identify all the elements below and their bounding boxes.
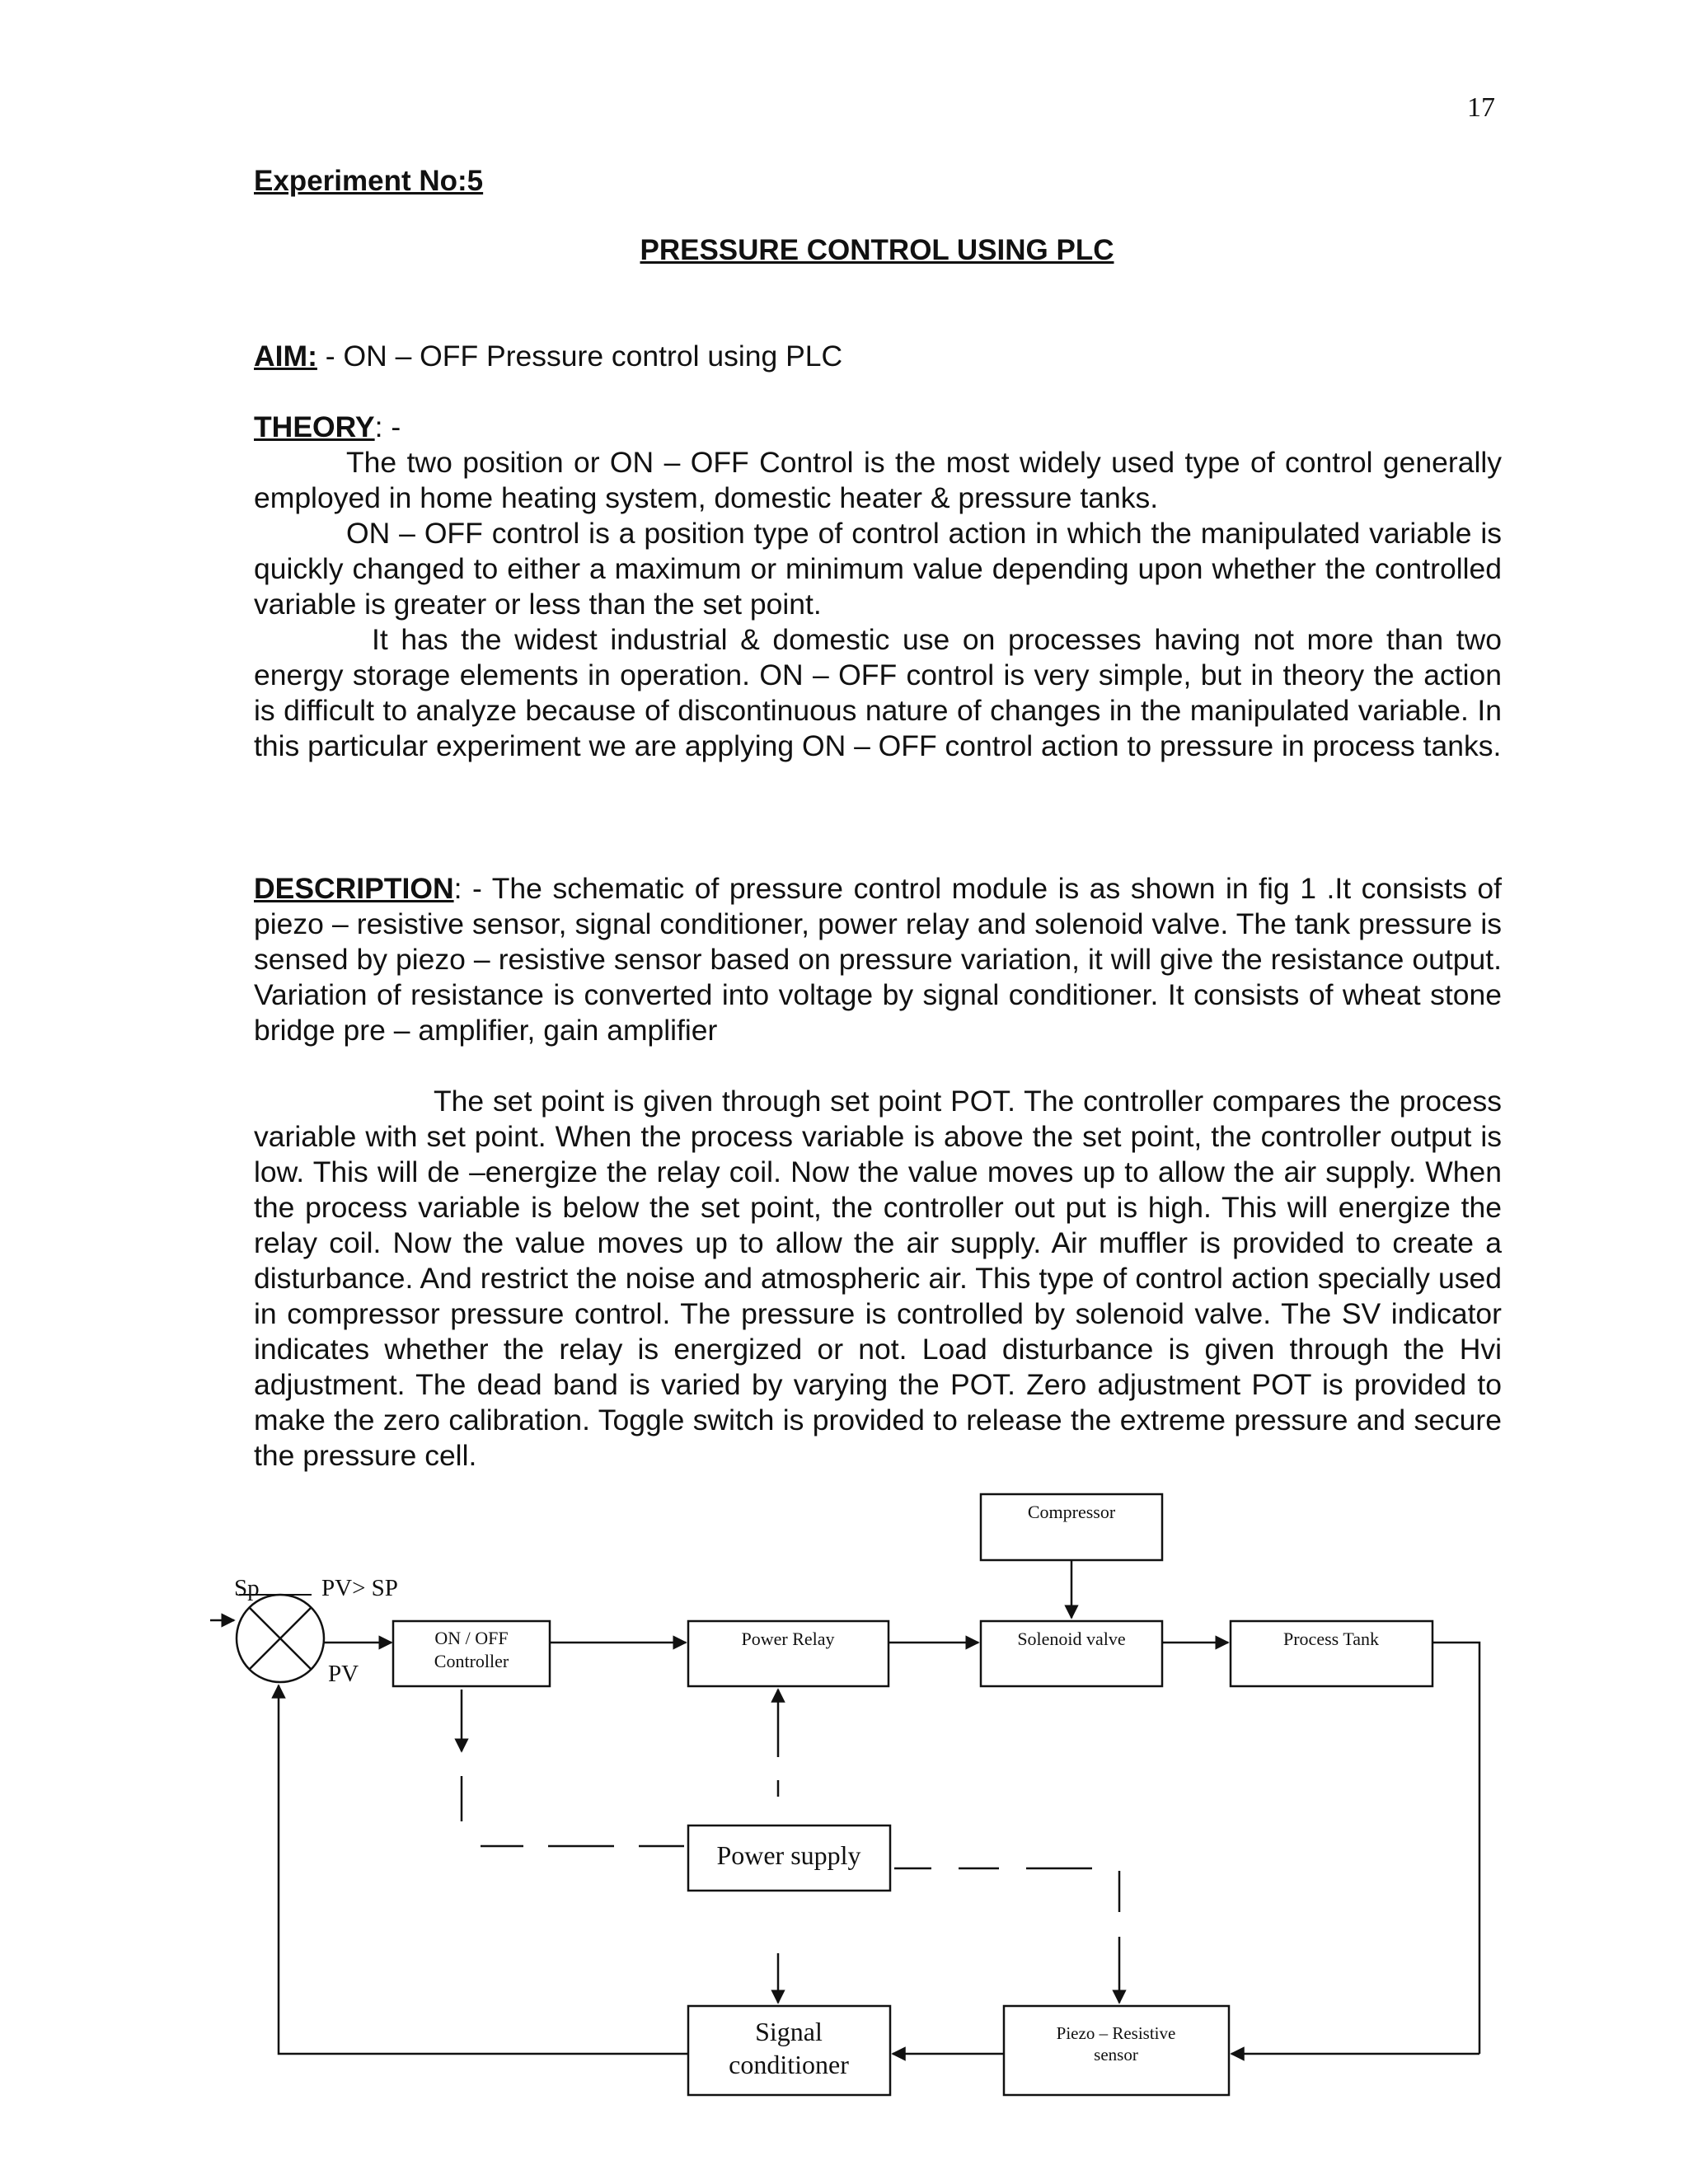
- aim-text: - ON – OFF Pressure control using PLC: [316, 340, 843, 373]
- description-paragraph-2: The set point is given through set point POT. The controller compares the process variable with set point. When the process variable is above the set point, the controller output is low. This will de –energize the relay coil. Now the value moves up to allow the air supply. When the process variable is below the set point, the controller out put is high. This will energize the relay coil. Now the value moves up to allow the air supply. Air muffler is provided to create a disturbance. And restrict the noise and atmospheric air. This type of control action specially used in compressor pressure control. The pressure is controlled by solenoid valve. The SV indicator indicates whether the relay is energized or not. Load disturbance is given through the Hvi adjustment. The dead band is varied by varying the POT. Zero adjustment POT is provided to make the zero calibration. Toggle switch is provided to release the extreme pressure and secure the pressure cell.: [254, 1085, 1502, 1472]
- theory-suffix: : -: [374, 410, 401, 443]
- solenoid-valve-label: Solenoid valve: [1017, 1629, 1126, 1649]
- compressor-label: Compressor: [1027, 1502, 1116, 1522]
- page-number: 17: [1467, 92, 1495, 123]
- power-relay-label: Power Relay: [741, 1629, 835, 1649]
- theory-label: THEORY: [254, 410, 375, 443]
- power-supply-label: Power supply: [716, 1840, 861, 1870]
- theory-paragraph-3: It has the widest industrial & domestic use on processes having not more than two energy storage elements in operation. ON – OFF control is very simple, but in theory the action is difficult to analyze because of discontinuous nature of changes in the manipulated variable. In this particular experiment we are applying ON – OFF control action to pressure in process tanks.: [254, 623, 1502, 762]
- pv-label: PV: [328, 1661, 359, 1687]
- sp-label: Sp: [234, 1575, 260, 1601]
- page-title-text: PRESSURE CONTROL USING PLC: [640, 234, 1114, 266]
- aim-label: AIM:: [254, 340, 317, 373]
- controller-label-1: ON / OFF: [434, 1628, 509, 1648]
- experiment-label: Experiment No:5: [254, 165, 484, 197]
- description-label: DESCRIPTION: [254, 872, 454, 905]
- controller-label-2: Controller: [434, 1651, 509, 1671]
- theory-paragraph-2: ON – OFF control is a position type of control action in which the manipulated variable is quickly changed to either a maximum or minimum value depending upon whether the controlled variable is greater or less than the set point.: [254, 517, 1502, 621]
- signal-conditioner-label-2: conditioner: [729, 2050, 849, 2079]
- description-paragraph-1: : - The schematic of pressure control module is as shown in fig 1 .It consists of piezo – resistive sensor, signal conditioner, power relay and solenoid valve. The tank pressure is sensed by piezo – resistive sensor based on pressure variation, it will give the resistance output. Variation of resistance is converted into voltage by signal conditioner. It consists of wheat stone bridge pre – amplifier, gain amplifier: [254, 872, 1502, 1047]
- process-tank-label: Process Tank: [1283, 1629, 1379, 1649]
- theory-paragraph-1: The two position or ON – OFF Control is the most widely used type of control generally employed in home heating system, domestic heater & pressure tanks.: [254, 446, 1502, 514]
- piezo-label-1: Piezo – Resistive: [1056, 2023, 1176, 2043]
- piezo-label-2: sensor: [1094, 2045, 1138, 2064]
- pv-gt-sp-label: PV> SP: [321, 1575, 398, 1601]
- signal-conditioner-label-1: Signal: [755, 2017, 823, 2046]
